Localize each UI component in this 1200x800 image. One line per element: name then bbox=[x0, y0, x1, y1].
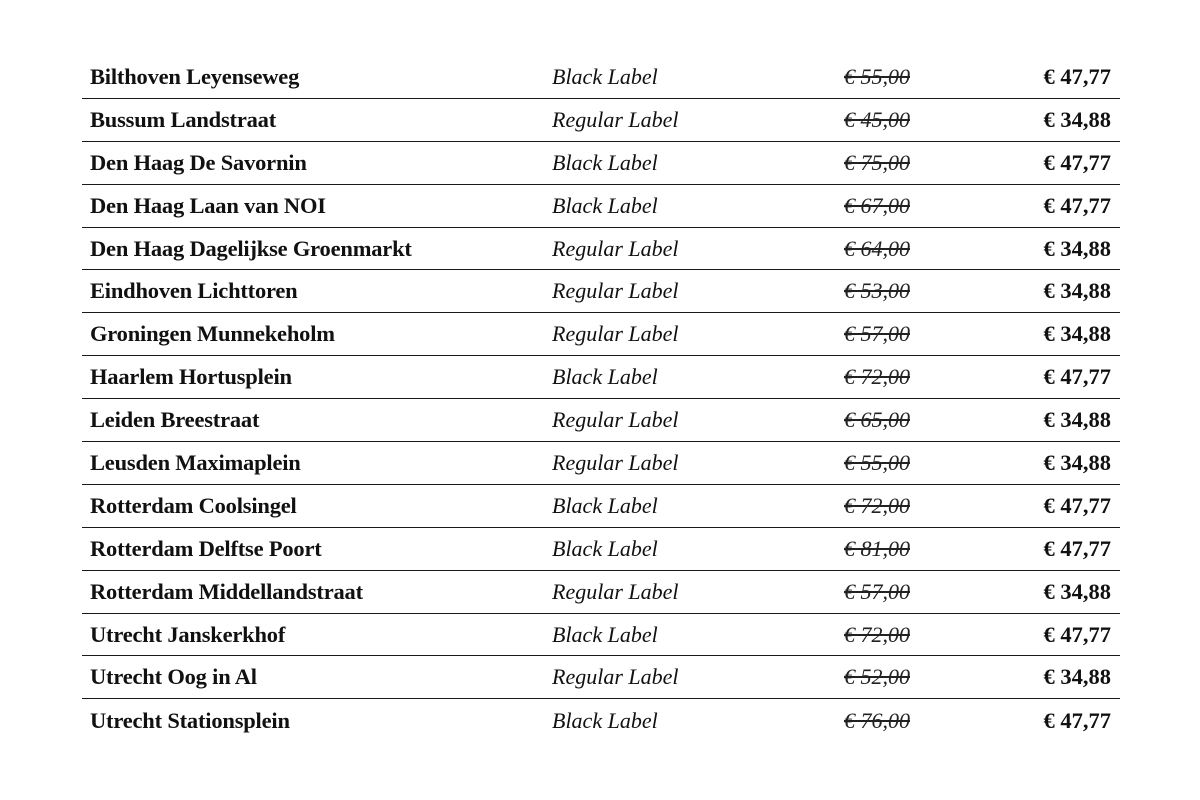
table-row[interactable] bbox=[82, 528, 1120, 571]
discounted-price: € 47,77 bbox=[1043, 707, 1111, 733]
label-type: Regular Label bbox=[552, 321, 679, 347]
label-type: Black Label bbox=[552, 707, 658, 733]
location-name: Utrecht Janskerkhof bbox=[90, 621, 286, 647]
discounted-price: € 47,77 bbox=[1043, 363, 1111, 389]
table-row[interactable] bbox=[82, 399, 1120, 442]
location-name: Utrecht Oog in Al bbox=[90, 664, 257, 690]
original-price: € 72,00 bbox=[844, 364, 910, 390]
original-price: € 52,00 bbox=[844, 664, 910, 690]
original-price: € 72,00 bbox=[844, 492, 910, 518]
location-name: Groningen Munnekeholm bbox=[90, 321, 335, 347]
original-price: € 72,00 bbox=[844, 621, 910, 647]
location-name: Rotterdam Delftse Poort bbox=[90, 535, 322, 561]
table-row[interactable] bbox=[82, 313, 1120, 356]
location-name: Leiden Breestraat bbox=[90, 406, 260, 432]
location-name: Leusden Maximaplein bbox=[90, 449, 301, 475]
discounted-price: € 34,88 bbox=[1043, 578, 1111, 604]
location-name: Haarlem Hortusplein bbox=[90, 363, 292, 389]
label-type: Black Label bbox=[552, 149, 658, 175]
discounted-price: € 47,77 bbox=[1043, 149, 1111, 175]
label-type: Black Label bbox=[552, 63, 658, 89]
original-price: € 81,00 bbox=[844, 535, 910, 561]
location-name: Rotterdam Coolsingel bbox=[90, 492, 297, 518]
discounted-price: € 47,77 bbox=[1043, 492, 1111, 518]
label-type: Black Label bbox=[552, 492, 658, 518]
original-price: € 57,00 bbox=[844, 578, 910, 604]
label-type: Regular Label bbox=[552, 664, 679, 690]
table-row[interactable] bbox=[82, 656, 1120, 699]
table-row[interactable] bbox=[82, 228, 1120, 271]
location-name: Den Haag Laan van NOI bbox=[90, 192, 326, 218]
label-type: Regular Label bbox=[552, 449, 679, 475]
discounted-price: € 34,88 bbox=[1043, 664, 1111, 690]
price-list bbox=[82, 56, 1120, 742]
label-type: Black Label bbox=[552, 192, 658, 218]
label-type: Black Label bbox=[552, 621, 658, 647]
label-type: Regular Label bbox=[552, 407, 679, 433]
location-name: Bilthoven Leyenseweg bbox=[90, 63, 300, 89]
original-price: € 75,00 bbox=[844, 149, 910, 175]
discounted-price: € 34,88 bbox=[1043, 321, 1111, 347]
label-type: Regular Label bbox=[552, 578, 679, 604]
discounted-price: € 47,77 bbox=[1043, 621, 1111, 647]
table-row[interactable] bbox=[82, 185, 1120, 228]
location-name: Rotterdam Middellandstraat bbox=[90, 578, 363, 604]
table-row[interactable] bbox=[82, 699, 1120, 742]
discounted-price: € 34,88 bbox=[1043, 278, 1111, 304]
discounted-price: € 47,77 bbox=[1043, 63, 1111, 89]
table-row[interactable] bbox=[82, 442, 1120, 485]
label-type: Black Label bbox=[552, 364, 658, 390]
table-row[interactable] bbox=[82, 614, 1120, 657]
table-row[interactable] bbox=[82, 99, 1120, 142]
table-row[interactable] bbox=[82, 142, 1120, 185]
discounted-price: € 47,77 bbox=[1043, 535, 1111, 561]
location-name: Utrecht Stationsplein bbox=[90, 707, 290, 733]
label-type: Regular Label bbox=[552, 106, 679, 132]
table-row[interactable] bbox=[82, 270, 1120, 313]
original-price: € 55,00 bbox=[844, 63, 910, 89]
discounted-price: € 34,88 bbox=[1043, 235, 1111, 261]
original-price: € 76,00 bbox=[844, 707, 910, 733]
original-price: € 65,00 bbox=[844, 407, 910, 433]
label-type: Regular Label bbox=[552, 278, 679, 304]
original-price: € 64,00 bbox=[844, 235, 910, 261]
discounted-price: € 34,88 bbox=[1043, 406, 1111, 432]
label-type: Regular Label bbox=[552, 235, 679, 261]
discounted-price: € 34,88 bbox=[1043, 449, 1111, 475]
original-price: € 55,00 bbox=[844, 449, 910, 475]
location-name: Den Haag De Savornin bbox=[90, 149, 307, 175]
table-row[interactable] bbox=[82, 356, 1120, 399]
discounted-price: € 34,88 bbox=[1043, 106, 1111, 132]
original-price: € 53,00 bbox=[844, 278, 910, 304]
discounted-price: € 47,77 bbox=[1043, 192, 1111, 218]
label-type: Black Label bbox=[552, 535, 658, 561]
location-name: Den Haag Dagelijkse Groenmarkt bbox=[90, 235, 412, 261]
table-row[interactable] bbox=[82, 571, 1120, 614]
location-name: Eindhoven Lichttoren bbox=[90, 278, 298, 304]
table-row[interactable] bbox=[82, 56, 1120, 99]
original-price: € 45,00 bbox=[844, 106, 910, 132]
location-name: Bussum Landstraat bbox=[90, 106, 277, 132]
original-price: € 57,00 bbox=[844, 321, 910, 347]
table-row[interactable] bbox=[82, 485, 1120, 528]
original-price: € 67,00 bbox=[844, 192, 910, 218]
